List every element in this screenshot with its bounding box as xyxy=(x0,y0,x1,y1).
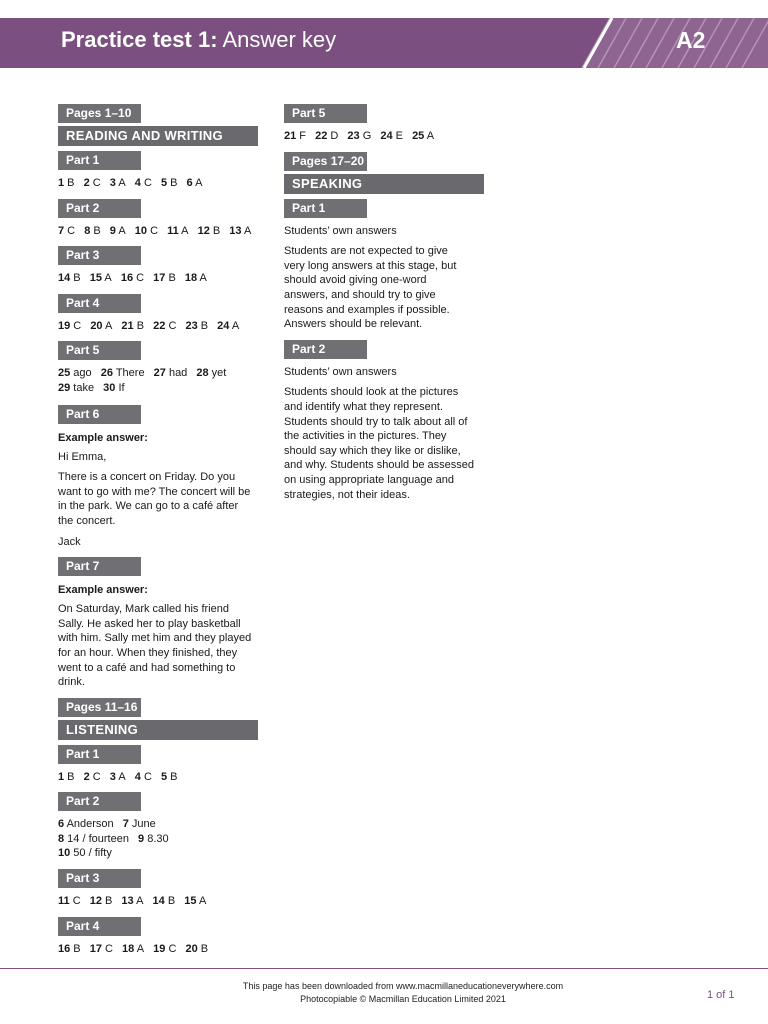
question-number: 1 xyxy=(58,770,65,783)
answer-line xyxy=(58,817,233,861)
title-bold: Practice test 1: xyxy=(61,27,218,52)
answer-item xyxy=(101,367,145,379)
answer-item xyxy=(135,771,152,783)
part-label: Part 6 xyxy=(58,405,141,424)
answer-value: D xyxy=(327,130,339,142)
pages-label: Pages 17–20 xyxy=(284,152,367,171)
question-number: 14 xyxy=(58,272,71,285)
answer-value: B xyxy=(167,770,178,783)
part-label: Part 3 xyxy=(58,246,141,265)
answer-line xyxy=(58,319,263,334)
answer-item xyxy=(123,818,156,830)
answer-value: B xyxy=(64,770,75,783)
question-number: 2 xyxy=(83,177,90,189)
question-number: 24 xyxy=(380,130,393,142)
left-column xyxy=(58,104,263,956)
page-title xyxy=(61,27,336,53)
answer-value: C xyxy=(147,224,159,237)
answer-item xyxy=(58,320,81,332)
answer-item xyxy=(153,943,176,955)
question-number: 21 xyxy=(121,319,134,332)
question-number: 25 xyxy=(412,130,425,142)
answer-line xyxy=(58,176,263,191)
answer-item xyxy=(110,177,126,189)
answer-item xyxy=(110,771,126,783)
answer-value: C xyxy=(165,319,177,332)
answer-line xyxy=(58,770,263,785)
question-number: 12 xyxy=(89,895,102,908)
question-number: 15 xyxy=(184,895,197,908)
answer-value: June xyxy=(128,818,156,831)
answer-item xyxy=(154,367,188,379)
question-number: 13 xyxy=(229,224,242,237)
answer-item xyxy=(198,225,221,237)
question-number: 16 xyxy=(58,942,71,955)
answer-value: had xyxy=(165,367,188,380)
story-body: On Saturday, Mark called his friend Sally. He asked her to play basketball with him. Sally met him and they played for an hour. When they finished, they went to a café and had something to drink. xyxy=(58,603,252,689)
answer-item xyxy=(90,895,113,907)
answer-item xyxy=(185,272,207,284)
pages-label: Pages 1–10 xyxy=(58,104,141,123)
answer-item xyxy=(153,272,176,284)
answer-item xyxy=(84,177,101,189)
answer-value: A xyxy=(115,177,126,189)
answer-value: A xyxy=(197,272,207,285)
answer-item xyxy=(110,225,126,237)
answer-value: C xyxy=(165,942,177,955)
answer-item xyxy=(58,177,75,189)
question-number: 12 xyxy=(197,224,210,237)
footer xyxy=(0,980,768,1006)
answer-item xyxy=(58,895,81,907)
answer-item xyxy=(138,833,169,845)
answer-item xyxy=(122,943,144,955)
question-number: 20 xyxy=(90,319,103,332)
section-heading-speaking: SPEAKING xyxy=(284,174,484,194)
answer-value: C xyxy=(70,319,82,332)
question-number: 21 xyxy=(284,130,297,142)
answer-item xyxy=(90,943,113,955)
answer-value: C xyxy=(89,770,101,783)
answer-item xyxy=(196,367,226,379)
own-answers-text: Students’ own answers xyxy=(284,224,397,237)
answer-value: B xyxy=(167,177,178,189)
answer-value: A xyxy=(196,895,207,908)
part-label: Part 2 xyxy=(58,792,141,811)
letter-signoff: Jack xyxy=(58,535,81,548)
answer-item xyxy=(58,771,75,783)
answer-item xyxy=(135,225,158,237)
answer-value: 8.30 xyxy=(144,832,169,845)
question-number: 10 xyxy=(58,847,71,860)
answer-value: A xyxy=(229,319,240,332)
question-number: 9 xyxy=(138,832,145,845)
answer-value: If xyxy=(115,381,125,394)
part-label: Part 2 xyxy=(284,340,367,359)
answer-value: C xyxy=(64,224,76,237)
question-number: 7 xyxy=(122,818,129,831)
answer-item xyxy=(58,272,81,284)
question-number: 8 xyxy=(84,224,91,237)
answer-item xyxy=(185,320,208,332)
question-number: 22 xyxy=(315,130,328,142)
answer-value: B xyxy=(70,942,81,955)
answer-value: B xyxy=(64,177,75,189)
question-number: 19 xyxy=(58,319,71,332)
question-number: 9 xyxy=(109,224,116,237)
part-label: Part 1 xyxy=(284,199,367,218)
question-number: 2 xyxy=(83,770,90,783)
answer-value: B xyxy=(164,895,176,908)
answer-item xyxy=(153,320,176,332)
answer-item xyxy=(58,367,92,379)
answer-item xyxy=(58,943,81,955)
part-label: Part 1 xyxy=(58,151,141,170)
question-number: 3 xyxy=(109,177,116,189)
question-number: 30 xyxy=(103,381,116,394)
section-heading-reading-writing: READING AND WRITING xyxy=(58,126,258,146)
answer-value: 14 / fourteen xyxy=(64,832,129,845)
part-label: Part 2 xyxy=(58,199,141,218)
question-number: 18 xyxy=(184,272,198,285)
answer-line xyxy=(58,894,263,909)
question-number: 28 xyxy=(196,367,209,380)
answer-item xyxy=(58,225,75,237)
question-number: 14 xyxy=(152,895,165,908)
answer-value: C xyxy=(89,177,101,189)
answer-line xyxy=(58,366,248,395)
answer-item xyxy=(217,320,239,332)
answer-item xyxy=(84,225,101,237)
answer-item xyxy=(121,272,144,284)
pages-label: Pages 11–16 xyxy=(58,698,141,717)
header-banner xyxy=(0,18,768,68)
question-number: 1 xyxy=(58,177,65,189)
answer-item xyxy=(315,130,338,142)
part-label: Part 5 xyxy=(284,104,367,123)
answer-value: B xyxy=(165,272,176,285)
question-number: 5 xyxy=(160,177,168,189)
answer-item xyxy=(167,225,188,237)
answer-item xyxy=(412,130,434,142)
answer-line xyxy=(58,942,263,957)
answer-item xyxy=(121,320,144,332)
question-number: 8 xyxy=(58,832,65,845)
answer-value: G xyxy=(359,130,372,142)
question-number: 17 xyxy=(153,272,166,285)
answer-value: 50 / fifty xyxy=(70,847,112,860)
question-number: 25 xyxy=(58,367,71,380)
answer-value: B xyxy=(101,895,113,908)
question-number: 23 xyxy=(347,130,360,142)
answer-item xyxy=(84,771,101,783)
answer-value: C xyxy=(69,895,81,908)
answer-value: A xyxy=(101,272,112,285)
question-number: 5 xyxy=(160,770,168,783)
question-number: 19 xyxy=(153,942,166,955)
right-column xyxy=(284,104,489,502)
answer-value: A xyxy=(133,895,144,908)
answer-item xyxy=(161,177,178,189)
answer-value: A xyxy=(424,130,435,142)
question-number: 7 xyxy=(58,224,65,237)
answer-item xyxy=(90,320,112,332)
answer-item xyxy=(121,895,143,907)
answer-value: A xyxy=(102,319,113,332)
question-number: 6 xyxy=(58,818,65,831)
answer-line xyxy=(58,224,263,239)
answer-value: B xyxy=(70,272,81,285)
question-number: 20 xyxy=(185,942,198,955)
question-number: 27 xyxy=(153,367,166,380)
answer-item xyxy=(58,382,94,394)
footer-copyright: Photocopiable © Macmillan Education Limited 2021 xyxy=(300,994,506,1004)
answer-item xyxy=(161,771,178,783)
answer-item xyxy=(187,177,203,189)
answer-value: A xyxy=(178,224,189,237)
example-answer-heading: Example answer: xyxy=(58,431,148,444)
footer-divider xyxy=(0,968,768,969)
answer-value: There xyxy=(112,367,145,380)
letter-body: There is a concert on Friday. Do you want to go with me? The concert will be in the park. We can go to a café after the concert. xyxy=(58,471,251,527)
part-label: Part 4 xyxy=(58,294,141,313)
answer-item xyxy=(184,895,206,907)
part-label: Part 5 xyxy=(58,341,141,360)
question-number: 16 xyxy=(120,272,134,285)
title-rest: Answer key xyxy=(222,27,337,52)
answer-value: B xyxy=(209,224,221,237)
answer-value: ago xyxy=(70,367,92,380)
answer-value: A xyxy=(134,942,145,955)
part-label: Part 3 xyxy=(58,869,141,888)
answer-value: A xyxy=(241,224,252,237)
answer-value: C xyxy=(140,177,152,189)
question-number: 15 xyxy=(89,272,102,285)
answer-item xyxy=(229,225,251,237)
question-number: 18 xyxy=(122,942,135,955)
answer-item xyxy=(90,272,112,284)
question-number: 29 xyxy=(58,381,71,394)
question-number: 22 xyxy=(153,319,166,332)
answer-item xyxy=(58,847,112,859)
question-number: 4 xyxy=(134,770,141,783)
question-number: 11 xyxy=(58,895,70,908)
answer-item xyxy=(103,382,124,394)
own-answers-text: Students’ own answers xyxy=(284,365,397,378)
question-number: 26 xyxy=(100,367,113,380)
answer-item xyxy=(135,177,152,189)
section-heading-listening: LISTENING xyxy=(58,720,258,740)
answer-value: take xyxy=(70,381,95,394)
level-badge: A2 xyxy=(676,27,706,53)
question-number: 10 xyxy=(134,224,148,237)
speaking-note: Students should look at the pictures and identify what they represent. Students should try to talk about all of the activities in the pictures. They should say which they like or dislike, and why. Students should be assessed on using appropriate language and strategies, not their ideas. xyxy=(284,386,474,501)
answer-line xyxy=(58,271,263,286)
speaking-note: Students are not expected to give very long answers at this stage, but should avoid giving one-word answers, and should try to give reasons and examples if possible. Answers should be relevant. xyxy=(284,245,457,331)
question-number: 23 xyxy=(185,319,198,332)
question-number: 4 xyxy=(134,177,141,189)
question-number: 11 xyxy=(167,224,179,237)
part-label: Part 7 xyxy=(58,557,141,576)
answer-value: C xyxy=(101,942,113,955)
answer-value: A xyxy=(192,177,203,189)
answer-item xyxy=(58,818,114,830)
answer-item xyxy=(380,130,403,142)
answer-value: B xyxy=(197,319,209,332)
page-number: 1 of 1 xyxy=(707,989,735,1001)
letter-greeting: Hi Emma, xyxy=(58,450,107,463)
answer-item xyxy=(153,895,176,907)
answer-item xyxy=(185,943,208,955)
answer-value: A xyxy=(115,770,126,783)
example-answer-heading: Example answer: xyxy=(58,584,148,597)
answer-item xyxy=(347,130,371,142)
answer-value: B xyxy=(133,319,145,332)
answer-value: A xyxy=(115,224,126,237)
part-label: Part 1 xyxy=(58,745,141,764)
answer-value: E xyxy=(392,130,403,142)
answer-value: yet xyxy=(208,367,227,380)
question-number: 17 xyxy=(89,942,102,955)
question-number: 6 xyxy=(186,177,193,189)
answer-value: Anderson xyxy=(64,818,114,831)
answer-value: C xyxy=(140,770,152,783)
answer-item xyxy=(58,833,129,845)
answer-value: B xyxy=(197,942,209,955)
question-number: 13 xyxy=(121,895,134,908)
answer-value: B xyxy=(90,224,101,237)
question-number: 3 xyxy=(109,770,116,783)
part-label: Part 4 xyxy=(58,917,141,936)
question-number: 24 xyxy=(217,319,230,332)
answer-value: C xyxy=(133,272,145,285)
footer-download-note: This page has been downloaded from www.macmillaneducationeverywhere.com xyxy=(242,981,564,991)
answer-item xyxy=(284,130,306,142)
answer-line xyxy=(284,129,489,144)
answer-value: F xyxy=(296,130,307,142)
